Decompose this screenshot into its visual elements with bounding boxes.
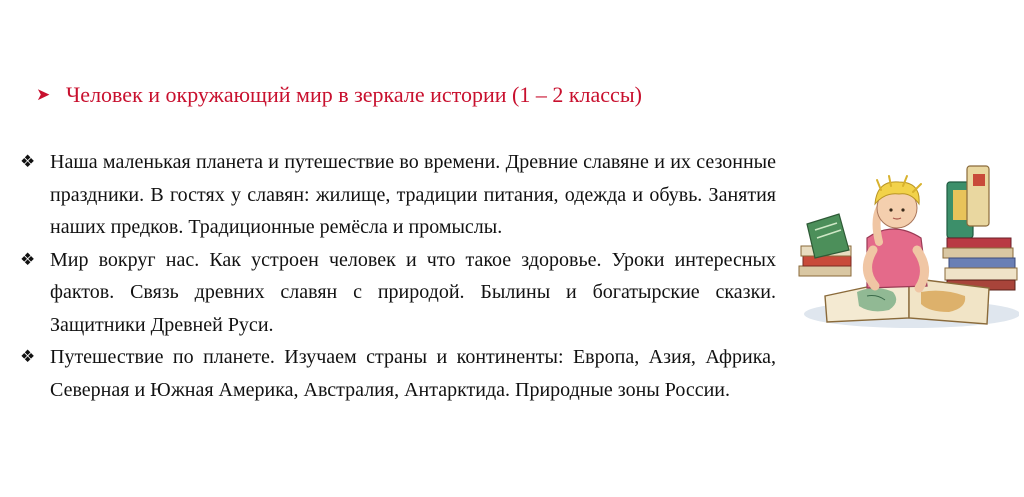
list-item bbox=[18, 341, 776, 406]
list-item-text: Мир вокруг нас. Как устроен человек и что такое здоровье. Уроки интересных фактов. Связь древних славян с природой. Былины и богатырские сказки. Защитники Древней Руси. bbox=[50, 248, 776, 336]
diamond-bullet-icon: ❖ bbox=[20, 249, 36, 269]
section-heading-text: Человек и окружающий мир в зеркале истории (1 – 2 классы) bbox=[66, 82, 642, 107]
list-item bbox=[18, 146, 776, 244]
list-item bbox=[18, 244, 776, 342]
child-reading-books-illustration bbox=[797, 146, 1019, 331]
list-item-text: Наша маленькая планета и путешествие во времени. Древние славяне и их сезонные праздники. В гостях у славян: жилище, традиции питания, одежда и обувь. Занятия наших предков. Традиционные ремёсла и промыслы. bbox=[50, 151, 776, 238]
arrow-bullet-icon: ➤ bbox=[36, 85, 51, 104]
diamond-bullet-icon: ❖ bbox=[20, 152, 36, 171]
section-heading bbox=[36, 82, 642, 108]
topic-list bbox=[18, 146, 776, 406]
diamond-bullet-icon: ❖ bbox=[20, 347, 36, 366]
list-item-text: Путешествие по планете. Изучаем страны и континенты: Европа, Азия, Африка, Северная и Южная Америка, Австралия, Антарктида. Природные зоны России. bbox=[50, 346, 776, 401]
